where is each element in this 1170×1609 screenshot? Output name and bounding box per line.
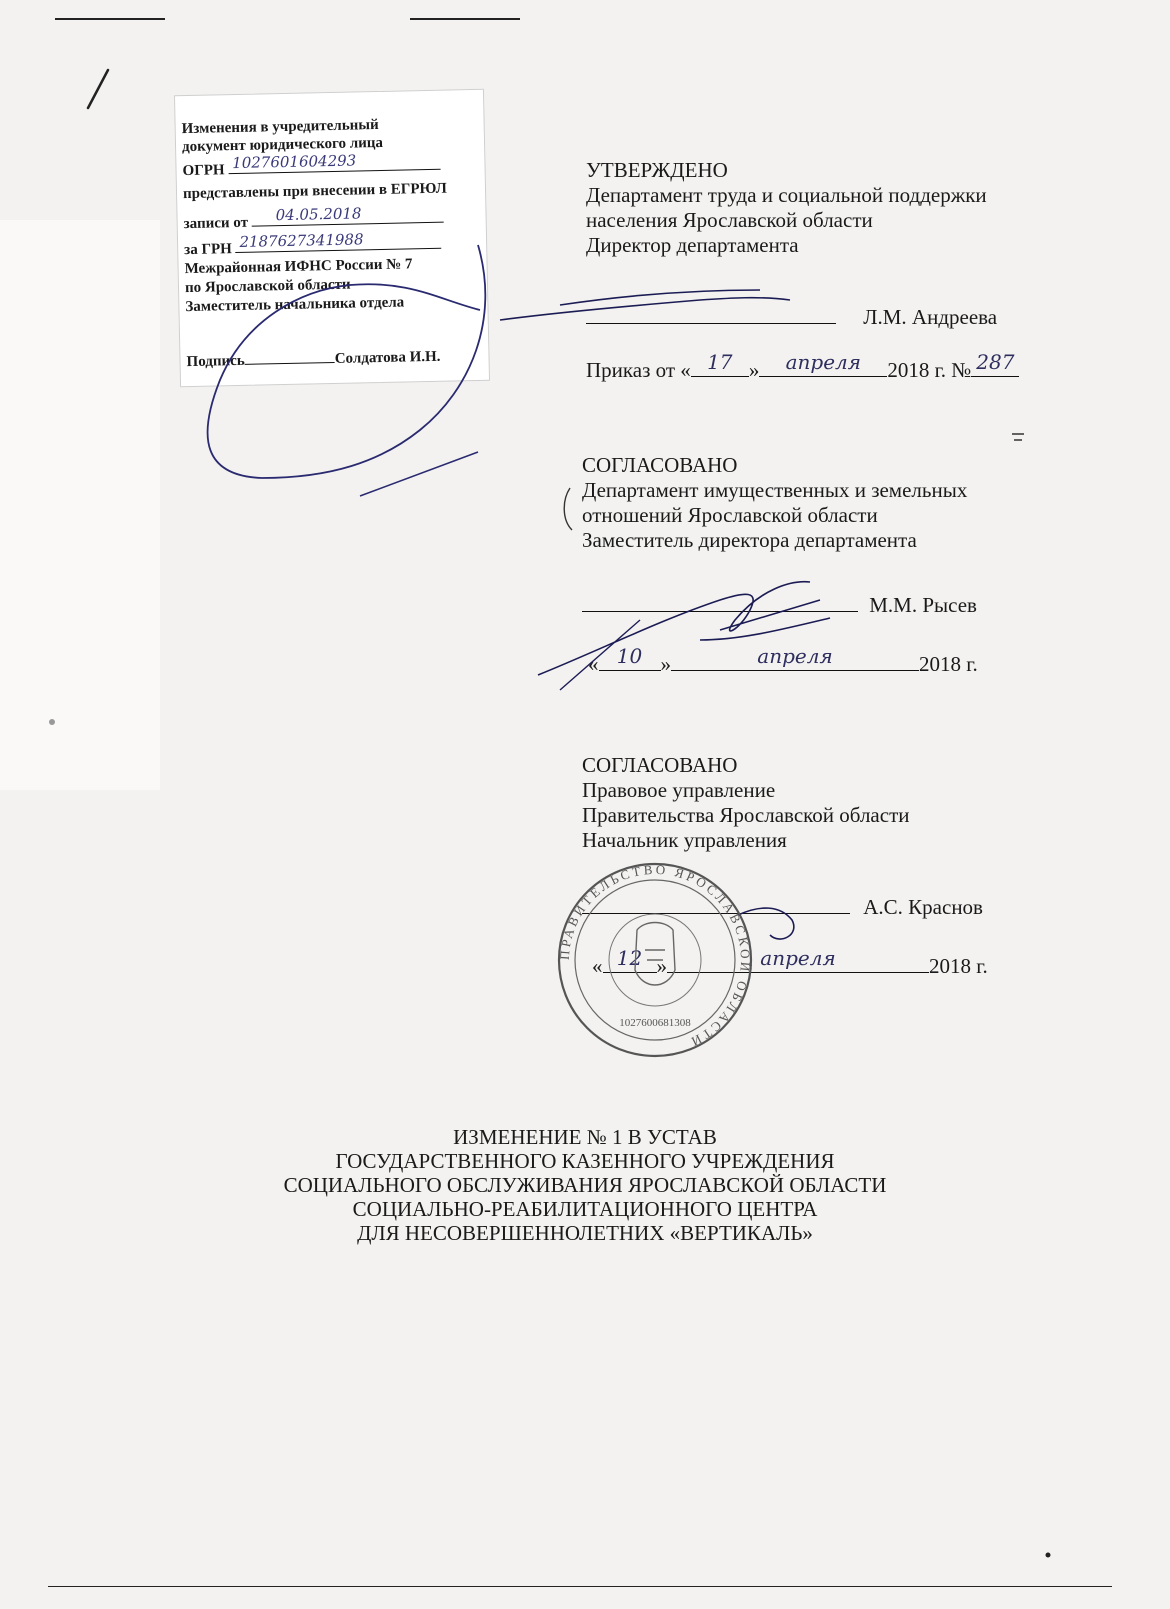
approved-number-field (971, 350, 1019, 377)
agreed-legal-day: 12 (616, 946, 643, 970)
agreed-legal-month-field (667, 946, 929, 973)
approved-line-2: населения Ярославской области (586, 208, 873, 232)
agreed-property-line-2: отношений Ярославской области (582, 503, 878, 527)
title-line-2: ГОСУДАРСТВЕННОГО КАЗЕННОГО УЧРЕЖДЕНИЯ (335, 1149, 835, 1173)
title-line-4: СОЦИАЛЬНО-РЕАБИЛИТАЦИОННОГО ЦЕНТРА (352, 1197, 818, 1221)
agreed-property-month-field (671, 644, 919, 671)
agreed-legal-signature-row (582, 891, 988, 920)
approved-year: 2018 г. № (887, 358, 972, 382)
stamp-line-2: документ юридического лица (181, 134, 384, 156)
agreed-property-quote-close: » (660, 652, 671, 676)
stamp-ogrn-field (228, 152, 440, 174)
stamp-signatory: Солдатова И.Н. (334, 348, 441, 367)
document-title (0, 1125, 1170, 1245)
agreed-property-signature-row (582, 589, 978, 618)
stamp-grn-value: 2187627341988 (239, 230, 364, 251)
stamp-signature-field (245, 348, 335, 365)
title-line-3: СОЦИАЛЬНОГО ОБСЛУЖИВАНИЯ ЯРОСЛАВСКОЙ ОБЛАСТИ (283, 1173, 887, 1197)
registration-stamp (174, 89, 490, 387)
approved-heading: УТВЕРЖДЕНО (586, 158, 728, 182)
title-line-5: ДЛЯ НЕСОВЕРШЕННОЛЕТНИХ «ВЕРТИКАЛЬ» (357, 1221, 813, 1245)
agreed-legal-signatory: А.С. Краснов (863, 895, 983, 919)
agreed-property-year: 2018 г. (919, 652, 978, 676)
agreed-legal-year: 2018 г. (929, 954, 988, 978)
stamp-ogrn-label: ОГРН (182, 162, 225, 180)
agreed-legal-quote-close: » (656, 954, 667, 978)
agreed-legal-line-1: Правовое управление (582, 778, 776, 802)
approved-order-prefix: Приказ от « (586, 358, 691, 382)
agreed-legal-month: апреля (760, 946, 836, 970)
agreed-property-signatory: М.М. Рысев (869, 593, 977, 617)
top-rule-right (410, 18, 520, 20)
approved-month: апреля (785, 350, 862, 374)
agreed-property-line-3: Заместитель директора департамента (582, 528, 917, 552)
approved-number: 287 (976, 350, 1015, 374)
stamp-record-value: 04.05.2018 (275, 204, 362, 225)
stamp-line-7: Межрайонная ИФНС России № 7 (184, 256, 413, 278)
stamp-record-row (183, 205, 444, 234)
stamp-signature-row (186, 346, 440, 372)
agreed-legal-line-3: Начальник управления (582, 828, 787, 852)
agreed-legal-date-row (592, 946, 988, 979)
agreed-property-heading: СОГЛАСОВАНО (582, 453, 738, 477)
speck (1046, 1553, 1051, 1558)
approved-line-1: Департамент труда и социальной поддержки (586, 183, 987, 207)
agreed-legal-block (582, 753, 988, 979)
handwritten-tail (360, 452, 478, 496)
approved-block (586, 158, 1019, 383)
stamp-signature-label: Подпись (186, 352, 245, 371)
bracket-mark (564, 488, 572, 530)
seal-ring-text: ПРАВИТЕЛЬСТВО ЯРОСЛАВСКОЙ ОБЛАСТИ (556, 861, 754, 1051)
agreed-property-block (582, 453, 978, 677)
seal-ogrn: 1027600681308 (619, 1017, 691, 1029)
stamp-ogrn-row (182, 152, 440, 181)
agreed-property-month: апреля (757, 644, 833, 668)
slash-mark (88, 70, 108, 108)
agreed-property-quote-open: « (588, 652, 599, 676)
stamp-grn-label: за ГРН (184, 241, 233, 259)
approved-day-field (691, 350, 749, 377)
agreed-legal-signature-line (582, 891, 850, 914)
approved-signatory: Л.М. Андреева (863, 305, 998, 329)
agreed-legal-heading: СОГЛАСОВАНО (582, 753, 738, 777)
stamp-line-4: представлены при внесении в ЕГРЮЛ (182, 180, 448, 203)
approved-order-row (586, 350, 1019, 383)
stamp-grn-field (235, 231, 441, 253)
approved-day: 17 (707, 350, 733, 374)
agreed-legal-quote-open: « (592, 954, 603, 978)
agreed-property-line-1: Департамент имущественных и земельных (582, 478, 968, 502)
stamp-line-8: по Ярославской области (184, 276, 351, 297)
bottom-rule (48, 1586, 1112, 1587)
agreed-property-day-field (599, 644, 661, 671)
agreed-legal-day-field (603, 946, 657, 973)
approved-quote-close: » (748, 358, 760, 382)
agreed-property-signature-line (582, 589, 858, 612)
agreed-legal-line-2: Правительства Ярославской области (582, 803, 910, 827)
approved-signature-line (586, 301, 836, 324)
paper-shadow (0, 220, 160, 790)
approved-line-3: Директор департамента (586, 233, 799, 257)
agreed-property-day: 10 (616, 644, 643, 668)
stamp-line-9: Заместитель начальника отдела (185, 294, 405, 316)
stamp-line-1: Изменения в учредительный (181, 116, 379, 138)
stamp-ogrn-value: 1027601604293 (232, 151, 357, 173)
approved-month-field (759, 350, 887, 377)
top-rule-left (55, 18, 165, 20)
approved-signature-row (586, 301, 1019, 330)
stamp-record-field (251, 205, 443, 227)
agreed-property-date-row (588, 644, 978, 677)
stamp-record-label: записи от (183, 214, 249, 233)
title-line-1: ИЗМЕНЕНИЕ № 1 В УСТАВ (453, 1125, 717, 1149)
dash-mark (1012, 434, 1024, 440)
